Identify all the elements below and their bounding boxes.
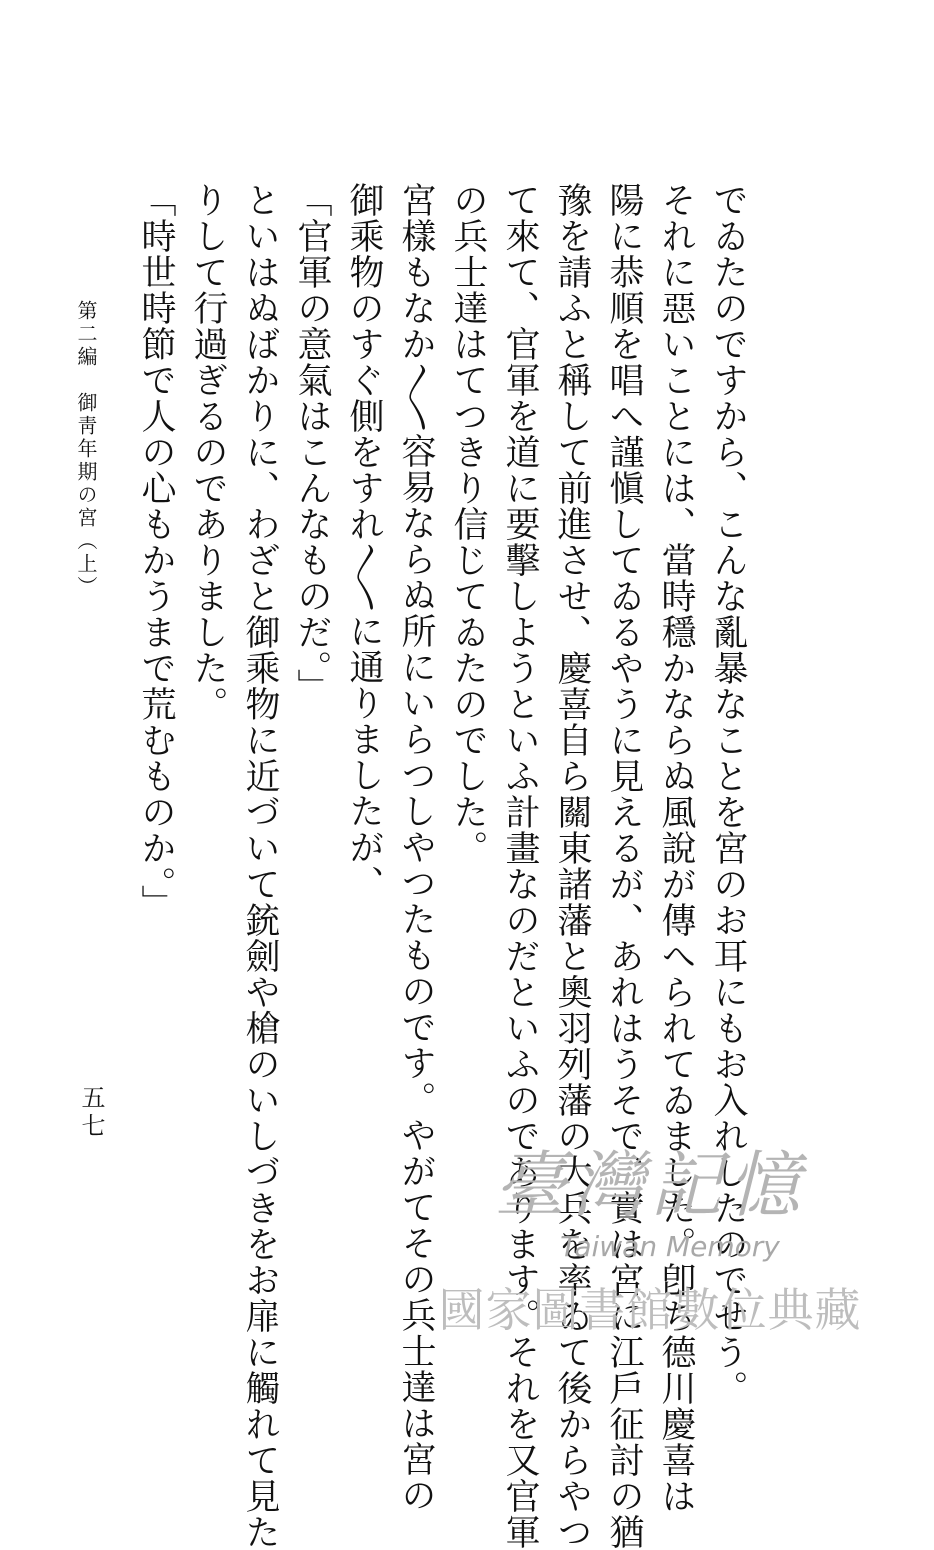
text-column: 御乘物のすぐ側をすれ〳〵に通りましたが、 <box>344 182 384 901</box>
watermark-english: Taiwan Memory <box>560 1230 780 1263</box>
text-column: て來て、官軍を道に要擊しようといふ計畫なのだといふのであります。それを又官軍 <box>500 182 540 1550</box>
text-column: の兵士達はてつきり信じてゐたのでした。 <box>448 182 488 866</box>
text-column: 「時世時節で人の心もかうまで荒むものか。」 <box>136 182 176 921</box>
text-column: でゐたのですから、こんな亂暴なことを宮のお耳にもお入れしたのでせう。 <box>708 182 748 1406</box>
watermark-subtitle: 國家圖書館數位典藏 <box>438 1283 862 1337</box>
text-column: 豫を請ふと稱して前進させ、慶喜自ら關東諸藩と奧羽列藩の大兵を率ゐて後からやつ <box>552 182 592 1550</box>
running-header: 第二編 御靑年期の宮（上） <box>74 300 98 599</box>
text-column: といはぬばかりに、わざと御乘物に近づいて銃劍や槍のいしづきをお扉に觸れて見た <box>240 182 280 1550</box>
text-column: 宮樣もなか〳〵容易ならぬ所にいらつしやつたものです。やがてその兵士達は宮の <box>396 182 436 1513</box>
watermark <box>410 1140 890 1345</box>
text-column: それに惡いことには、當時穩かならぬ風說が傳へられてゐました。卽ち德川慶喜は <box>656 182 696 1514</box>
page-number: 五七 <box>77 1085 105 1141</box>
watermark-title: 臺灣記憶 <box>493 1143 806 1227</box>
text-column: 陽に恭順を唱へ謹愼してゐるやうに見えるが、あれはうそで、實は宮に江戶征討の猶 <box>604 182 644 1550</box>
text-column: りして行過ぎるのでありました。 <box>188 182 228 722</box>
text-column: 「官軍の意氣はこんなものだ。」 <box>292 182 332 705</box>
